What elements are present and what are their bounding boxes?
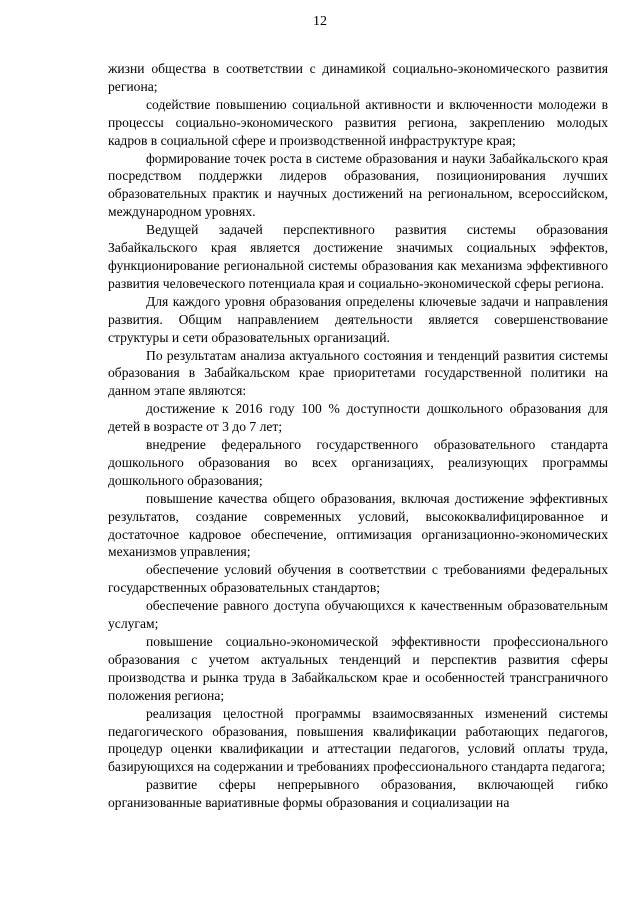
page-body: [108, 60, 608, 812]
paragraph: внедрение федерального государственного образовательного стандарта дошкольного образования во всех организациях, реализующих программы дошкольного образования;: [108, 437, 608, 488]
paragraph: развитие сферы непрерывного образования, включающей гибко организованные вариативные формы образования и социализации на: [108, 777, 608, 811]
paragraph: реализация целостной программы взаимосвязанных изменений системы педагогического образования, повышения квалификации работающих педагогов, процедур оценки квалификации и аттестации педагогов, условий оплаты труда, базирующихся на содержании и требованиях профессионального стандарта педагога;: [108, 705, 608, 775]
paragraph: обеспечение условий обучения в соответствии с требованиями федеральных государственных образовательных стандартов;: [108, 562, 608, 596]
paragraph: обеспечение равного доступа обучающихся к качественным образовательным услугам;: [108, 598, 608, 632]
paragraph: содействие повышению социальной активности и включенности молодежи в процессы социально-экономического развития региона, закреплению молодых кадров в социальной сфере и производственной инфраструктуре края;: [108, 96, 608, 148]
paragraph: формирование точек роста в системе образования и науки Забайкальского края посредством поддержки лидеров образования, позиционирования лучших образовательных практик и научных достижений на региональном, всероссийском, международном уровнях.: [108, 150, 608, 220]
paragraph: Ведущей задачей перспективного развития системы образования Забайкальского края является достижение значимых социальных эффектов, функционирование региональной системы образования как механизма эффективного развития человеческого потенциала края и социально-экономической сферы региона.: [108, 222, 608, 291]
paragraph: достижение к 2016 году 100 % доступности дошкольного образования для детей в возрасте от 3 до 7 лет;: [108, 401, 608, 435]
page-number: 12: [313, 14, 327, 29]
paragraph: По результатам анализа актуального состояния и тенденций развития системы образования в Забайкальском крае приоритетами государственной политики на данном этапе являются:: [108, 347, 608, 399]
paragraph: повышение социально-экономической эффективности профессионального образования с учетом актуальных тенденций и перспектив развития сферы производства и рынка труда в Забайкальском крае и особенностей трансграничного положения региона;: [108, 634, 608, 703]
paragraph: жизни общества в соответствии с динамикой социально-экономического развития региона;: [108, 61, 608, 94]
paragraph: повышение качества общего образования, включая достижение эффективных результатов, создание современных условий, высококвалифицированное и достаточное кадровое обеспечение, оптимизация организационно-экономических механизмов управления;: [108, 490, 608, 560]
paragraph: Для каждого уровня образования определены ключевые задачи и направления развития. Общим направлением деятельности является совершенствование структуры и сети образовательных организаций.: [108, 293, 608, 345]
